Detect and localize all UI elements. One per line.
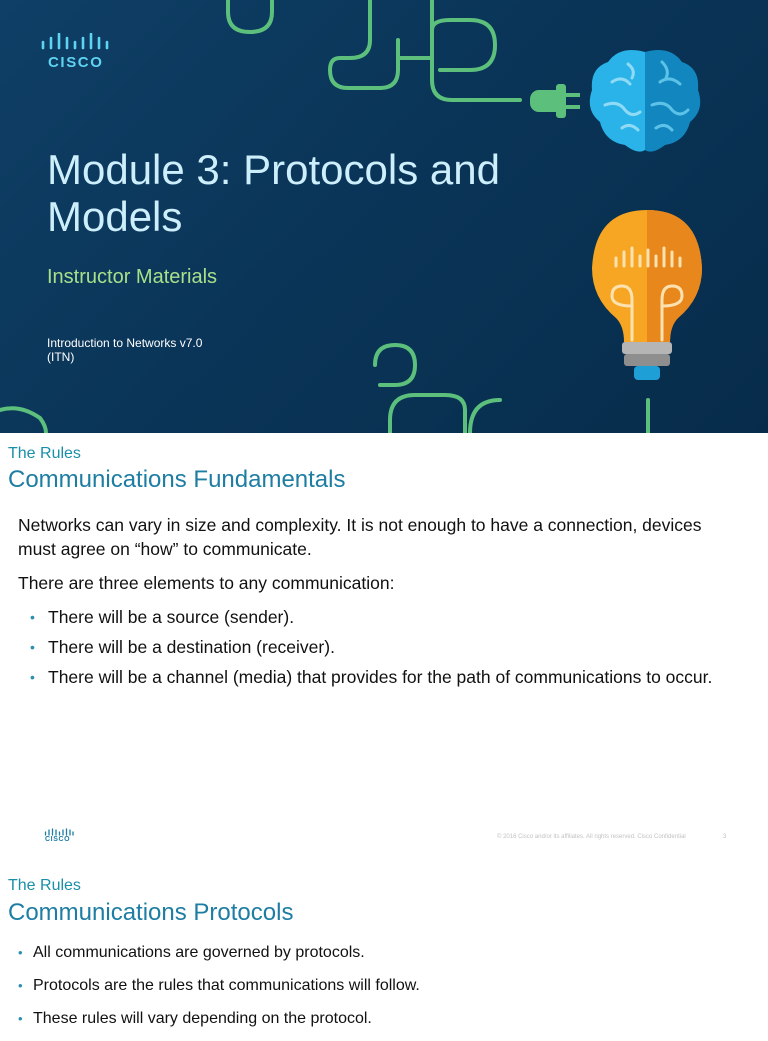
list-item [18, 635, 738, 659]
bullet-list [18, 605, 738, 689]
footer-logo-text: CISCO [45, 836, 71, 843]
bullet-icon: • [18, 945, 23, 960]
cisco-bars-icon [44, 828, 74, 836]
bullet-icon: • [30, 609, 35, 625]
slide-communications-protocols [0, 860, 768, 1027]
bullet-icon: • [30, 639, 35, 655]
list-item-text: All communications are governed by protocols. [33, 944, 365, 961]
slide-heading: Communications Fundamentals [8, 466, 346, 493]
slide-body [18, 513, 738, 695]
bullet-icon: • [18, 978, 23, 993]
footer-cisco-logo [44, 828, 74, 848]
bullet-icon: • [18, 1011, 23, 1026]
cisco-bars-icon [40, 33, 110, 53]
lightbulb-icon [592, 210, 702, 380]
course-line-1: Introduction to Networks v7.0 [47, 336, 203, 350]
paragraph: There are three elements to any communication: [18, 573, 395, 593]
list-item-text: There will be a destination (receiver). [48, 637, 335, 657]
course-name [47, 336, 202, 364]
list-item [18, 942, 738, 964]
page-number: 3 [723, 834, 727, 840]
cisco-logo-text: CISCO [48, 54, 104, 71]
footer-copyright: © 2016 Cisco and/or its affiliates. All rights reserved. Cisco Confidential [497, 834, 686, 840]
cisco-logo [40, 33, 110, 73]
slide-subtitle: Instructor Materials [47, 266, 218, 288]
paragraph: Networks can vary in size and complexity. It is not enough to have a connection, devices must agree on “how” to communicate. [18, 515, 702, 559]
brain-icon [590, 50, 700, 152]
bullet-icon: • [30, 669, 35, 685]
module-title: Module 3: Protocols and Models [47, 146, 500, 240]
list-item [18, 605, 738, 629]
plug-icon [530, 84, 580, 118]
section-label: The Rules [8, 877, 81, 894]
slide-body [18, 942, 738, 1041]
slide-communications-fundamentals [0, 433, 768, 860]
list-item [18, 1008, 738, 1030]
bullet-list [18, 942, 738, 1030]
list-item-text: There will be a source (sender). [48, 607, 295, 627]
list-item-text: Protocols are the rules that communications will follow. [33, 977, 420, 994]
title-slide [0, 0, 768, 433]
list-item [18, 665, 738, 689]
list-item [18, 975, 738, 997]
list-item-text: There will be a channel (media) that provides for the path of communications to occur. [48, 667, 713, 687]
slide-heading: Communications Protocols [8, 899, 294, 926]
course-line-2: (ITN) [47, 350, 75, 364]
section-label: The Rules [8, 445, 81, 462]
list-item-text: These rules will vary depending on the protocol. [33, 1010, 372, 1027]
